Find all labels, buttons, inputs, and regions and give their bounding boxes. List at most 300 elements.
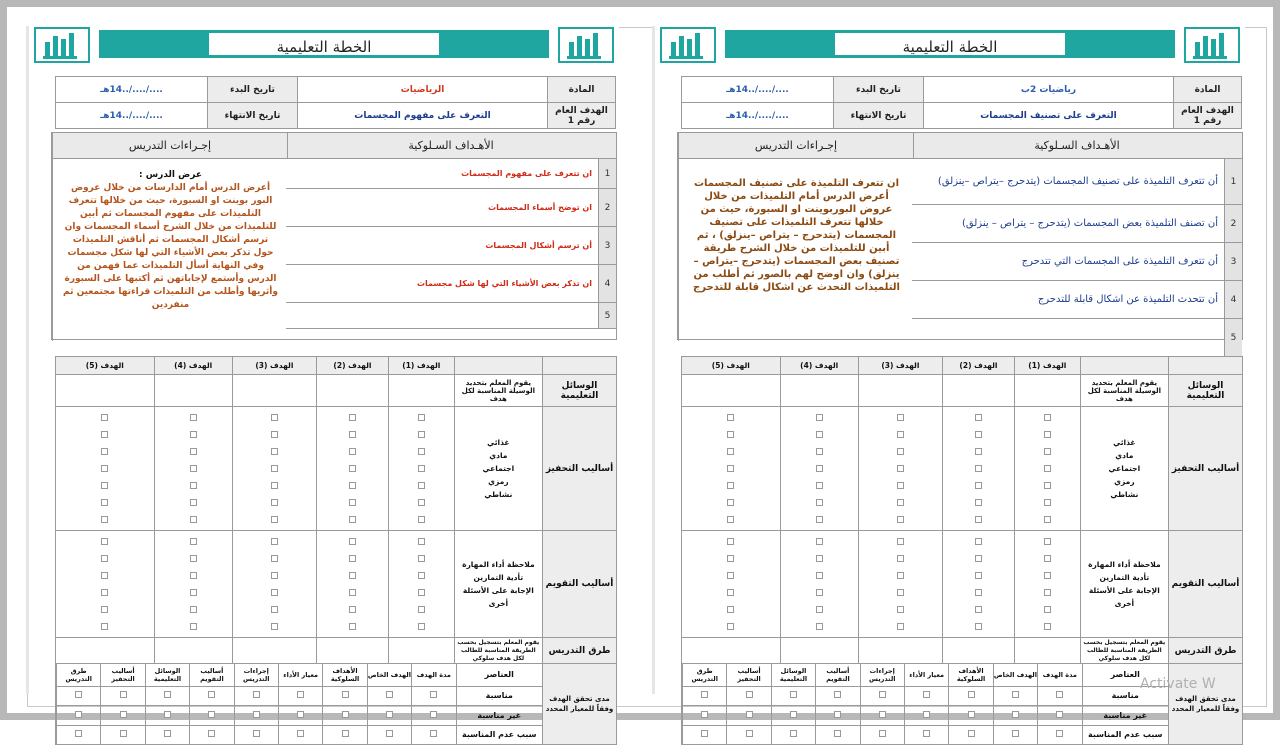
checkbox[interactable]: [879, 711, 886, 718]
checkbox[interactable]: [190, 499, 197, 506]
checkbox[interactable]: [190, 623, 197, 630]
checkbox[interactable]: [897, 589, 904, 596]
checkbox[interactable]: [975, 448, 982, 455]
eval-corner-2: [454, 357, 542, 375]
checkbox[interactable]: [975, 538, 982, 545]
checkbox[interactable]: [430, 691, 437, 698]
elements-cell: [1038, 725, 1082, 744]
checkbox[interactable]: [897, 499, 904, 506]
checkbox[interactable]: [879, 691, 886, 698]
methods-desc: يقوم المعلم بتسجيل بحسب الطريقة المناسبة للطالب لكل هدف سلوكي: [1080, 638, 1168, 664]
checkbox[interactable]: [418, 516, 425, 523]
motivation-label: أساليب التحفيز: [543, 407, 617, 531]
checkbox[interactable]: [190, 606, 197, 613]
checkbox[interactable]: [349, 516, 356, 523]
checkbox[interactable]: [349, 499, 356, 506]
checkbox[interactable]: [190, 572, 197, 579]
end-date-label: تاريخ الانتهاء: [834, 103, 924, 129]
checkbox-cell: [1014, 531, 1080, 638]
checkbox[interactable]: [1044, 465, 1051, 472]
checkbox[interactable]: [349, 555, 356, 562]
elements-cell: [57, 706, 101, 726]
checkbox[interactable]: [816, 482, 823, 489]
checkbox-cell: [317, 407, 389, 531]
checkbox[interactable]: [418, 572, 425, 579]
checkbox[interactable]: [727, 448, 734, 455]
elements-cell: [816, 686, 860, 706]
checkbox[interactable]: [418, 414, 425, 421]
checkbox[interactable]: [430, 730, 437, 737]
checkbox[interactable]: [897, 516, 904, 523]
checkbox[interactable]: [975, 623, 982, 630]
checkbox[interactable]: [120, 711, 127, 718]
assessment-list: [454, 531, 542, 638]
elements-container: [56, 664, 543, 745]
checkbox[interactable]: [349, 606, 356, 613]
checkbox[interactable]: [190, 414, 197, 421]
procedures-header: إجـراءات التدريس: [52, 133, 288, 159]
checkbox[interactable]: [101, 516, 108, 523]
checkbox[interactable]: [253, 711, 260, 718]
elements-cell: [367, 725, 411, 744]
checkbox[interactable]: [190, 555, 197, 562]
checkbox[interactable]: [386, 711, 393, 718]
checkbox[interactable]: [271, 606, 278, 613]
checkbox[interactable]: [271, 499, 278, 506]
checkbox[interactable]: [1012, 691, 1019, 698]
checkbox[interactable]: [271, 555, 278, 562]
checkbox[interactable]: [897, 448, 904, 455]
checkbox[interactable]: [790, 730, 797, 737]
elements-cell: [190, 725, 234, 744]
checkbox[interactable]: [1044, 538, 1051, 545]
plan-title: الخطة التعليمية: [209, 30, 439, 58]
motivation-item: رمزي: [1114, 477, 1135, 486]
objective-text: [912, 319, 1224, 357]
elements-cell: [860, 686, 904, 706]
checkbox[interactable]: [746, 691, 753, 698]
checkbox[interactable]: [386, 691, 393, 698]
objective-number: 1: [1224, 159, 1242, 205]
elements-cell: [278, 706, 322, 726]
checkbox[interactable]: [342, 730, 349, 737]
checkbox[interactable]: [1056, 691, 1063, 698]
goal-column-header: الهدف (3): [858, 357, 942, 375]
elements-cell: [323, 686, 367, 706]
checkbox[interactable]: [418, 606, 425, 613]
checkbox[interactable]: [164, 691, 171, 698]
goal-column-header: الهدف (2): [943, 357, 1015, 375]
checkbox[interactable]: [816, 516, 823, 523]
checkbox[interactable]: [418, 448, 425, 455]
objectives-header: الأهـداف السـلوكية: [912, 133, 1242, 159]
methods-cell: [388, 638, 454, 664]
checkbox[interactable]: [834, 730, 841, 737]
assessment-label: أساليب التقويم: [543, 531, 617, 638]
assessment-list: [1080, 531, 1168, 638]
motivation-label: أساليب التحفيز: [1169, 407, 1243, 531]
checkbox[interactable]: [727, 482, 734, 489]
checkbox[interactable]: [727, 414, 734, 421]
checkbox[interactable]: [271, 589, 278, 596]
checkbox[interactable]: [75, 691, 82, 698]
checkbox[interactable]: [897, 465, 904, 472]
checkbox[interactable]: [101, 448, 108, 455]
checkbox[interactable]: [727, 623, 734, 630]
objective-number: 2: [1224, 205, 1242, 243]
checkbox[interactable]: [897, 431, 904, 438]
activation-watermark: Activate W: [1140, 676, 1216, 692]
checkbox[interactable]: [975, 499, 982, 506]
checkbox[interactable]: [975, 555, 982, 562]
checkbox[interactable]: [834, 691, 841, 698]
checkbox[interactable]: [816, 538, 823, 545]
elements-cell: [904, 706, 948, 726]
checkbox[interactable]: [349, 431, 356, 438]
checkbox[interactable]: [746, 730, 753, 737]
checkbox-cell: [232, 407, 316, 531]
checkbox[interactable]: [418, 589, 425, 596]
goal-value: التعرف على تصنيف المجسمات: [924, 103, 1174, 129]
checkbox[interactable]: [164, 730, 171, 737]
checkbox[interactable]: [101, 538, 108, 545]
motivation-item: غذائي: [487, 438, 510, 447]
elements-row-label: غير مناسبة: [456, 706, 542, 726]
checkbox[interactable]: [1044, 414, 1051, 421]
ministry-logo-icon: [1181, 26, 1243, 64]
checkbox[interactable]: [297, 730, 304, 737]
checkbox[interactable]: [816, 448, 823, 455]
checkbox[interactable]: [968, 730, 975, 737]
checkbox[interactable]: [208, 730, 215, 737]
end-date-label: تاريخ الانتهاء: [208, 103, 298, 129]
checkbox[interactable]: [430, 711, 437, 718]
checkbox[interactable]: [271, 516, 278, 523]
checkbox[interactable]: [1044, 499, 1051, 506]
checkbox[interactable]: [101, 572, 108, 579]
objectives-procedures-box: [51, 132, 617, 340]
checkbox[interactable]: [897, 482, 904, 489]
checkbox-cell: [388, 407, 454, 531]
checkbox[interactable]: [975, 572, 982, 579]
checkbox[interactable]: [897, 572, 904, 579]
checkbox[interactable]: [816, 572, 823, 579]
elements-cell: [816, 725, 860, 744]
checkbox[interactable]: [386, 730, 393, 737]
checkbox[interactable]: [1044, 482, 1051, 489]
means-label: الوسائل التعليمية: [543, 375, 617, 407]
checkbox[interactable]: [816, 555, 823, 562]
elements-cell: [145, 706, 189, 726]
checkbox-cell: [858, 407, 942, 531]
motivation-item: مادي: [1115, 451, 1134, 460]
elements-cell: [1038, 706, 1082, 726]
means-cell: [388, 375, 454, 407]
checkbox[interactable]: [271, 572, 278, 579]
eval-corner-2: [1080, 357, 1168, 375]
checkbox[interactable]: [208, 711, 215, 718]
goal-column-header: الهدف (4): [154, 357, 232, 375]
methods-cell: [317, 638, 389, 664]
checkbox[interactable]: [208, 691, 215, 698]
checkbox[interactable]: [190, 448, 197, 455]
checkbox[interactable]: [1044, 589, 1051, 596]
elements-cell: [816, 706, 860, 726]
objective-text: أن ترسم أشكال المجسمات: [286, 227, 598, 265]
checkbox[interactable]: [190, 431, 197, 438]
means-cell: [317, 375, 389, 407]
checkbox[interactable]: [968, 711, 975, 718]
checkbox[interactable]: [120, 730, 127, 737]
checkbox[interactable]: [418, 465, 425, 472]
checkbox[interactable]: [897, 606, 904, 613]
checkbox[interactable]: [349, 414, 356, 421]
checkbox[interactable]: [75, 730, 82, 737]
checkbox[interactable]: [1012, 711, 1019, 718]
checkbox[interactable]: [342, 711, 349, 718]
checkbox[interactable]: [271, 482, 278, 489]
checkbox[interactable]: [418, 482, 425, 489]
elements-cell: [234, 725, 278, 744]
checkbox[interactable]: [923, 691, 930, 698]
checkbox[interactable]: [101, 414, 108, 421]
checkbox[interactable]: [271, 448, 278, 455]
checkbox[interactable]: [975, 516, 982, 523]
checkbox[interactable]: [727, 555, 734, 562]
objective-number: 2: [598, 189, 616, 227]
checkbox[interactable]: [816, 606, 823, 613]
checkbox[interactable]: [727, 465, 734, 472]
checkbox[interactable]: [790, 691, 797, 698]
elements-cell: [949, 706, 993, 726]
checkbox[interactable]: [101, 623, 108, 630]
checkbox[interactable]: [253, 691, 260, 698]
vision-logo-icon: [657, 26, 719, 64]
checkbox[interactable]: [271, 414, 278, 421]
checkbox[interactable]: [923, 730, 930, 737]
elements-column-header: طرق التدريس: [57, 664, 101, 686]
checkbox[interactable]: [968, 691, 975, 698]
elements-column-header: معيار الأداء: [278, 664, 322, 686]
motivation-list: [1080, 407, 1168, 531]
checkbox[interactable]: [190, 482, 197, 489]
checkbox[interactable]: [975, 431, 982, 438]
checkbox[interactable]: [101, 606, 108, 613]
procedures-text: ان تتعرف التلميذة على تصنيف المجسمات أعرض الدرس أمام التلميذات من خلال عروض البوربوينت او السبورة، حيث من خلالها تتعرف التلميذات على تصنيف المجسمات (يتدحرج – يتراص –ينزلق) ، ثم أبين للتلميذات من خلال الشرح طريقة تصنيف بعض المجسمات (يتدحرج –يتراص – ينزلق) وان اوضح لهم بالصور ثم أطلب من التلميذات التحدث عن اشكال قابلة للتدحرج: [693, 178, 900, 293]
elements-column-header: أساليب التحفيز: [727, 664, 771, 686]
elements-cell: [57, 725, 101, 744]
checkbox[interactable]: [101, 499, 108, 506]
checkbox[interactable]: [897, 538, 904, 545]
checkbox[interactable]: [349, 589, 356, 596]
checkbox[interactable]: [101, 555, 108, 562]
checkbox[interactable]: [897, 414, 904, 421]
elements-column-header: الهدف الخاص: [993, 664, 1037, 686]
elements-cell: [904, 725, 948, 744]
start-date-value: ..../..../..14هـ: [56, 77, 208, 103]
checkbox[interactable]: [1044, 431, 1051, 438]
elements-column-header: الوسائل التعليمية: [771, 664, 815, 686]
checkbox[interactable]: [253, 730, 260, 737]
elements-column-header: مدة الهدف: [1038, 664, 1082, 686]
elements-cell: [993, 706, 1037, 726]
elements-cell: [278, 686, 322, 706]
objective-number: 5: [598, 303, 616, 329]
checkbox[interactable]: [190, 465, 197, 472]
checkbox[interactable]: [816, 465, 823, 472]
start-date-label: تاريخ البدء: [208, 77, 298, 103]
checkbox-cell: [858, 531, 942, 638]
checkbox[interactable]: [879, 730, 886, 737]
checkbox[interactable]: [727, 572, 734, 579]
checkbox[interactable]: [349, 482, 356, 489]
checkbox[interactable]: [1056, 711, 1063, 718]
assessment-item: تأدية التمارين: [1099, 573, 1150, 582]
checkbox[interactable]: [342, 691, 349, 698]
plan-page-left: [29, 26, 619, 740]
checkbox[interactable]: [271, 465, 278, 472]
assessment-item: أخرى: [488, 599, 509, 608]
means-cell: [56, 375, 155, 407]
checkbox[interactable]: [701, 691, 708, 698]
checkbox[interactable]: [1044, 448, 1051, 455]
goal-column-header: الهدف (4): [780, 357, 858, 375]
elements-cell: [234, 706, 278, 726]
checkbox-cell: [943, 531, 1015, 638]
subject-value: رياضيات 2ب: [924, 77, 1174, 103]
plan-info-table: [55, 76, 616, 129]
checkbox[interactable]: [1044, 606, 1051, 613]
checkbox[interactable]: [101, 482, 108, 489]
elements-column-header: مدة الهدف: [412, 664, 456, 686]
checkbox[interactable]: [790, 711, 797, 718]
checkbox[interactable]: [816, 589, 823, 596]
checkbox[interactable]: [975, 414, 982, 421]
objectives-procedures-box: [677, 132, 1243, 343]
checkbox[interactable]: [75, 711, 82, 718]
checkbox-cell: [388, 531, 454, 638]
checkbox[interactable]: [1044, 555, 1051, 562]
checkbox[interactable]: [897, 555, 904, 562]
checkbox[interactable]: [975, 482, 982, 489]
checkbox[interactable]: [297, 691, 304, 698]
checkbox[interactable]: [101, 431, 108, 438]
checkbox[interactable]: [101, 465, 108, 472]
checkbox[interactable]: [1044, 623, 1051, 630]
checkbox[interactable]: [1012, 730, 1019, 737]
checkbox[interactable]: [834, 711, 841, 718]
checkbox[interactable]: [923, 711, 930, 718]
checkbox[interactable]: [727, 431, 734, 438]
checkbox[interactable]: [271, 431, 278, 438]
elements-column-header: الأهداف السلوكية: [949, 664, 993, 686]
subject-label: المادة: [1174, 77, 1242, 103]
checkbox[interactable]: [349, 572, 356, 579]
checkbox[interactable]: [727, 538, 734, 545]
elements-cell: [323, 706, 367, 726]
checkbox[interactable]: [418, 555, 425, 562]
goal-column-header: الهدف (2): [317, 357, 389, 375]
subject-value: الرياضيات: [298, 77, 548, 103]
checkbox[interactable]: [190, 516, 197, 523]
checkbox[interactable]: [190, 538, 197, 545]
checkbox[interactable]: [349, 448, 356, 455]
checkbox[interactable]: [190, 589, 197, 596]
checkbox[interactable]: [349, 623, 356, 630]
checkbox[interactable]: [418, 538, 425, 545]
checkbox[interactable]: [418, 431, 425, 438]
checkbox[interactable]: [701, 730, 708, 737]
assessment-item: الإجابة على الأسئلة: [1088, 586, 1160, 595]
checkbox[interactable]: [418, 623, 425, 630]
checkbox[interactable]: [727, 499, 734, 506]
checkbox[interactable]: [816, 499, 823, 506]
checkbox-cell: [154, 531, 232, 638]
elements-cell: [683, 706, 727, 726]
checkbox[interactable]: [297, 711, 304, 718]
eval-corner: [1169, 357, 1243, 375]
checkbox[interactable]: [418, 499, 425, 506]
checkbox[interactable]: [271, 538, 278, 545]
checkbox[interactable]: [727, 589, 734, 596]
objective-number: 3: [1224, 243, 1242, 281]
elements-cell: [727, 706, 771, 726]
elements-cell: [278, 725, 322, 744]
objective-number: 5: [1224, 319, 1242, 357]
elements-cell: [771, 706, 815, 726]
checkbox[interactable]: [727, 606, 734, 613]
checkbox[interactable]: [975, 589, 982, 596]
goal-label: الهدف العام رقم 1: [1174, 103, 1242, 129]
means-cell: [858, 375, 942, 407]
checkbox[interactable]: [1056, 730, 1063, 737]
elements-cell: [727, 686, 771, 706]
checkbox-cell: [56, 531, 155, 638]
end-date-value: ..../..../..14هـ: [56, 103, 208, 129]
checkbox[interactable]: [746, 711, 753, 718]
assessment-item: ملاحظة أداء المهارة: [462, 560, 535, 569]
goal-column-header: الهدف (1): [388, 357, 454, 375]
checkbox-cell: [232, 531, 316, 638]
goal-column-header: الهدف (3): [232, 357, 316, 375]
elements-cell: [949, 686, 993, 706]
checkbox[interactable]: [975, 606, 982, 613]
checkbox[interactable]: [101, 589, 108, 596]
elements-column-header: الوسائل التعليمية: [145, 664, 189, 686]
elements-row-label: مناسبة: [456, 686, 542, 706]
checkbox[interactable]: [1044, 516, 1051, 523]
checkbox[interactable]: [701, 711, 708, 718]
means-cell: [780, 375, 858, 407]
elements-row-label: مناسبة: [1082, 686, 1168, 706]
checkbox[interactable]: [897, 623, 904, 630]
checkbox[interactable]: [975, 465, 982, 472]
checkbox[interactable]: [349, 538, 356, 545]
checkbox[interactable]: [164, 711, 171, 718]
elements-cell: [771, 686, 815, 706]
checkbox[interactable]: [271, 623, 278, 630]
checkbox[interactable]: [120, 691, 127, 698]
checkbox[interactable]: [816, 623, 823, 630]
elements-cell: [1038, 686, 1082, 706]
checkbox[interactable]: [816, 431, 823, 438]
checkbox-cell: [682, 531, 781, 638]
evaluation-table: [55, 356, 617, 745]
checkbox[interactable]: [1044, 572, 1051, 579]
checkbox[interactable]: [816, 414, 823, 421]
checkbox[interactable]: [727, 516, 734, 523]
checkbox[interactable]: [349, 465, 356, 472]
